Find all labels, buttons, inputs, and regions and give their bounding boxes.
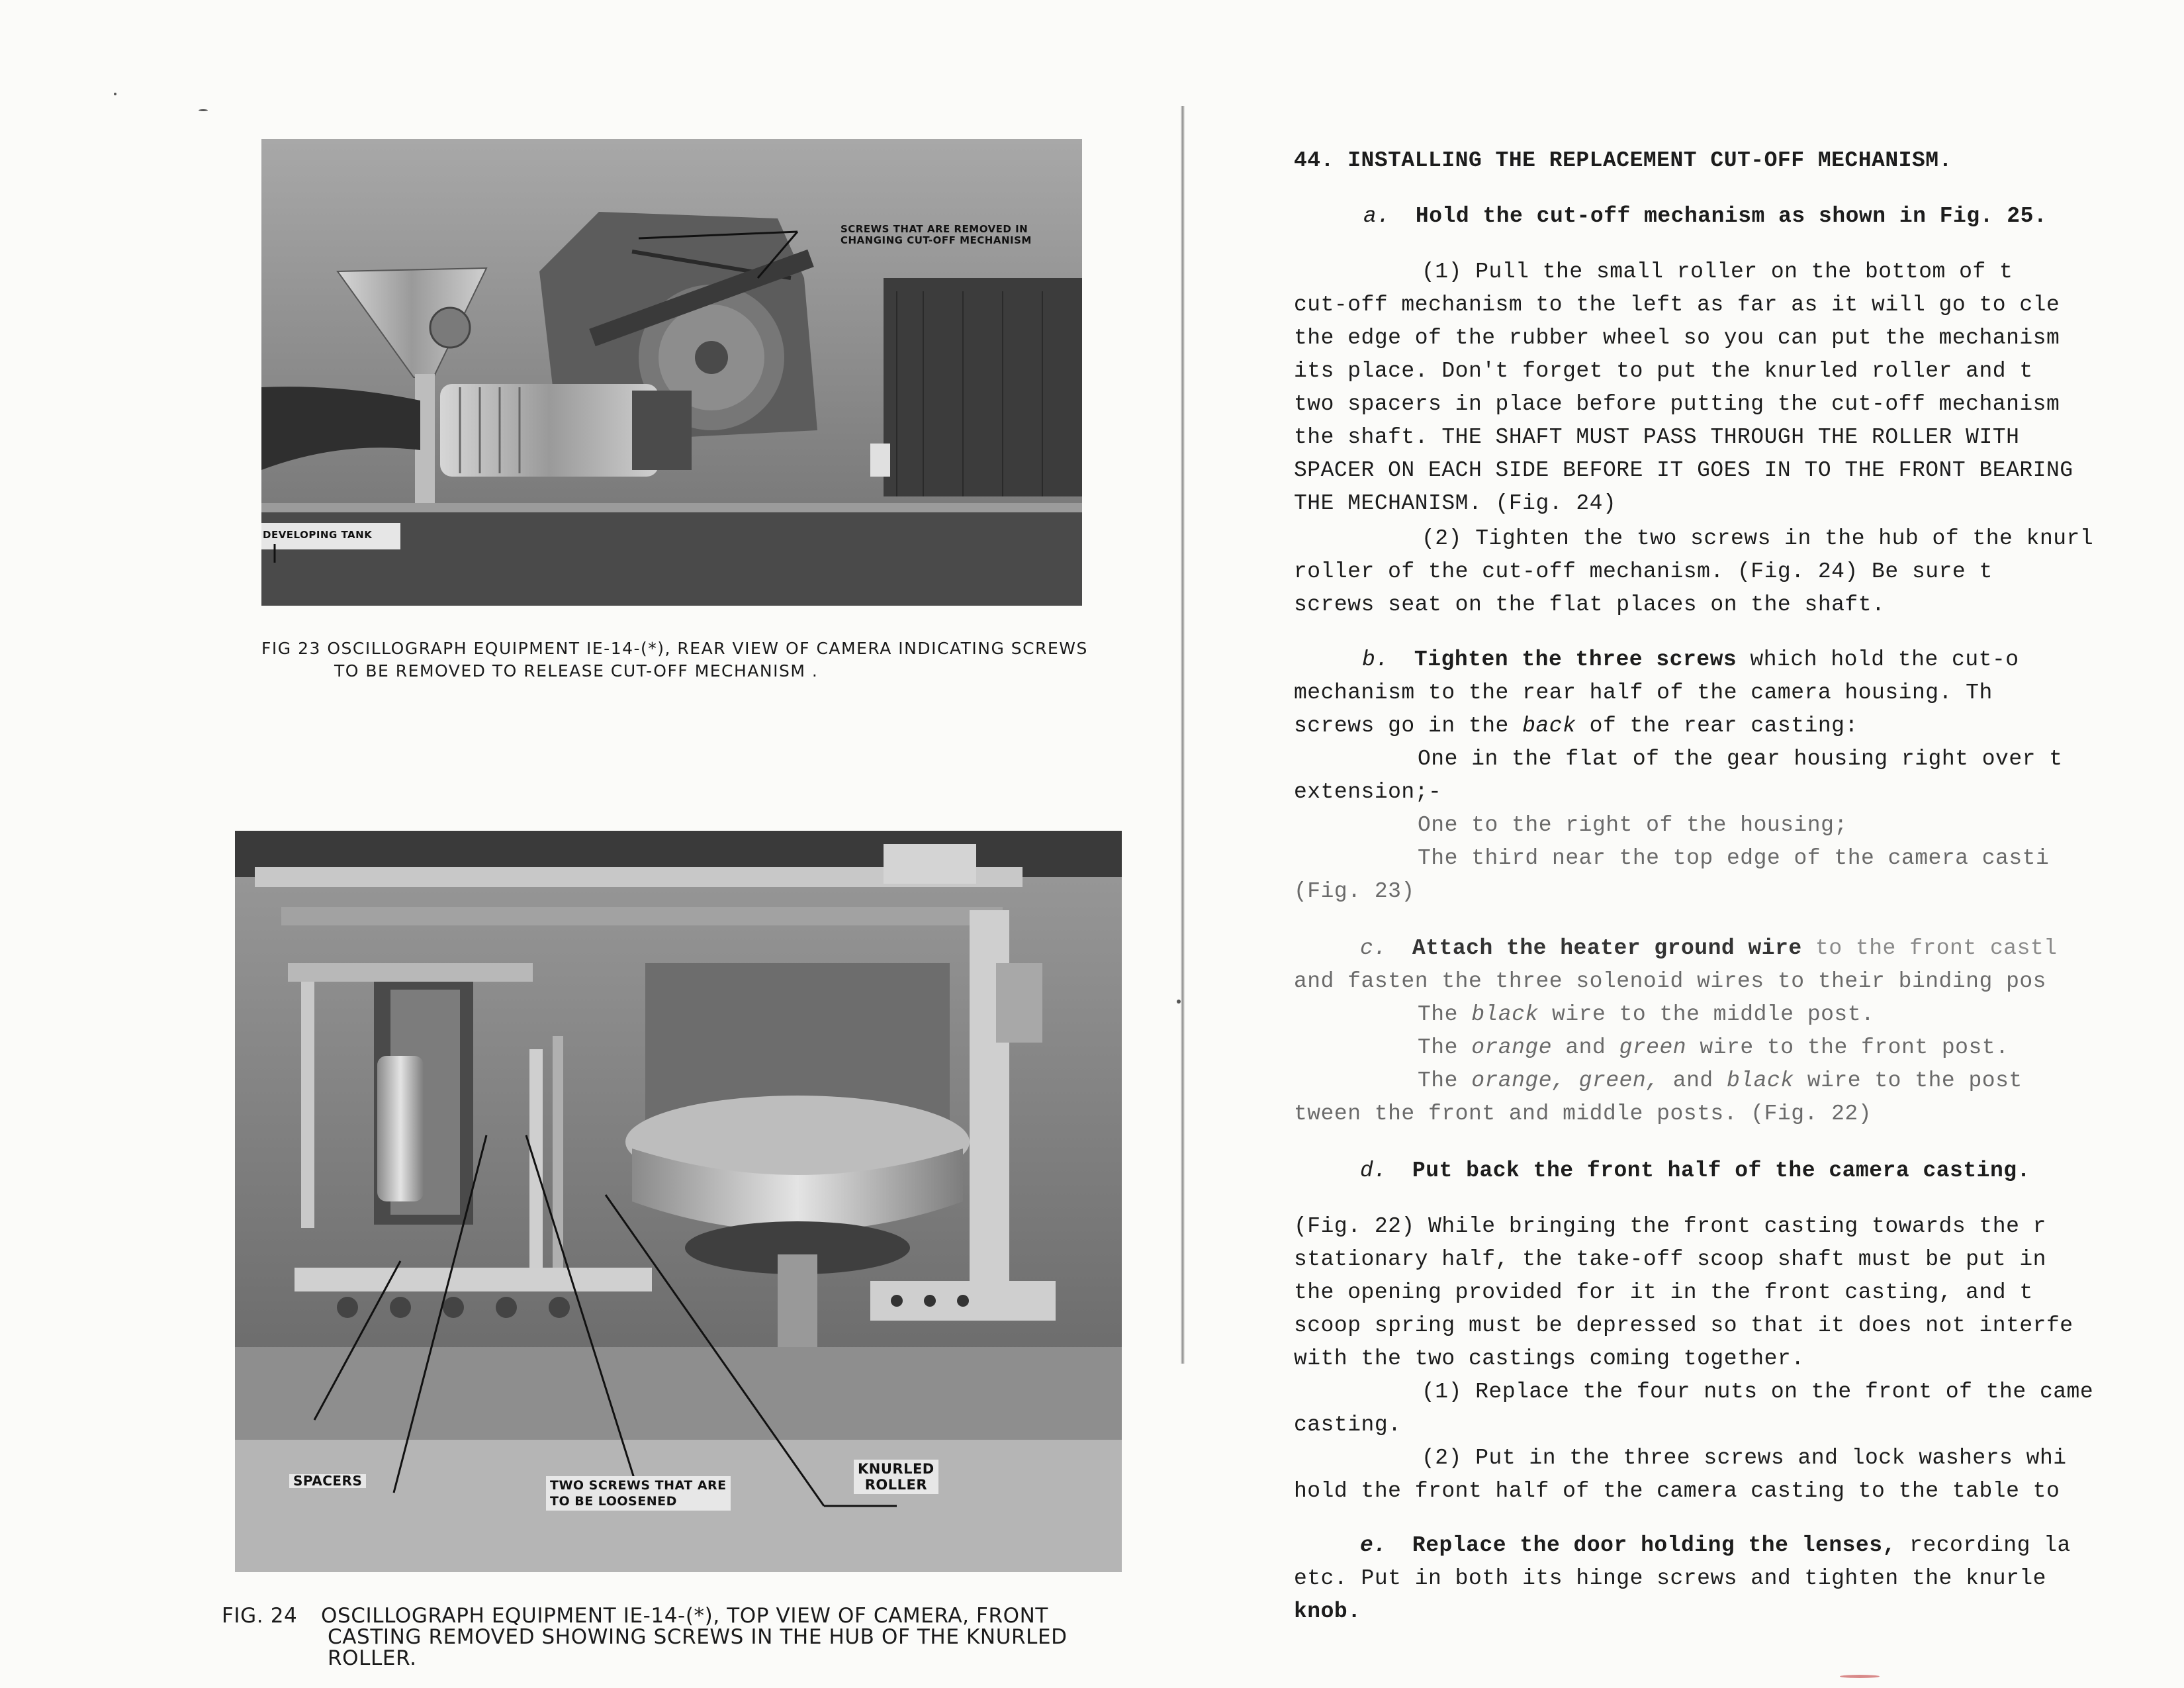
para-d-label: d. [1360,1158,1387,1183]
para-a1-line: the shaft. THE SHAFT MUST PASS THROUGH THE ROLLER WITH [1294,425,2020,449]
para-d-line: stationary half, the take-off scoop shaft must be put in [1294,1247,2046,1272]
figure-24-caption-line1-row [222,1605,1135,1626]
figure-24-caption-line3: ROLLER. [328,1646,417,1670]
wire-color: green [1619,1035,1687,1060]
para-b-list-item: The third near the top edge of the camera casti [1418,846,2050,870]
wire-text: wire to the front post. [1686,1035,2009,1060]
para-b-list-item: extension;- [1294,780,1442,804]
para-c [1360,936,2057,961]
figure-23-caption [261,637,1095,682]
figure-24-photo [235,831,1122,1572]
developing-tank-callout: DEVELOPING TANK [263,529,373,541]
para-a1-line: cut-off mechanism to the left as far as it will go to cle [1294,293,2060,317]
knurled-roller-callout-line2: ROLLER [864,1477,928,1493]
para-b-list-item: One in the flat of the gear housing right over t [1418,747,2063,771]
para-b-line2-start: screws go in the [1294,714,1523,738]
para-a1-line: THE MECHANISM. (Fig. 24) [1294,491,1617,516]
para-b [1362,647,2019,672]
figure-24-illustration [235,831,1122,1572]
scan-speck [1177,1000,1181,1004]
scan-speck [1840,1675,1880,1678]
para-d2-line: (2) Put in the three screws and lock washers whi [1422,1446,2067,1470]
para-e-title: Replace the door holding the lenses, [1412,1533,1896,1558]
para-b-list-item: (Fig. 23) [1294,879,1415,904]
wire-text: wire to the post [1794,1068,2023,1093]
spacers-callout: SPACERS [289,1474,366,1488]
wire-color: orange [1471,1035,1553,1060]
para-d2-line: hold the front half of the camera casting to the table to [1294,1479,2060,1503]
two-screws-callout-line1: TWO SCREWS THAT ARE [550,1478,727,1493]
para-d-line: with the two castings coming together. [1294,1346,1805,1371]
para-b-line2 [1294,714,1858,738]
para-a-label: a. [1363,204,1390,228]
para-a [1363,204,2047,228]
figure-23-photo [261,139,1082,606]
para-c-title: Attach the heater ground wire [1412,936,1802,961]
figure-24-caption-line2: CASTING REMOVED SHOWING SCREWS IN THE HUB OF THE KNURLED [328,1625,1068,1649]
para-d [1360,1158,2030,1183]
para-d1-line: (1) Replace the four nuts on the front of the came [1422,1380,2094,1404]
para-d-title: Put back the front half of the camera casting. [1412,1158,2030,1183]
figure-24-label: FIG. 24 [222,1604,298,1628]
para-b-title: Tighten the three screws [1414,647,1737,672]
para-a1-line: SPACER ON EACH SIDE BEFORE IT GOES IN TO THE FRONT BEARING [1294,458,2073,483]
two-screws-callout [546,1476,731,1511]
screws-callout: SCREWS THAT ARE REMOVED IN CHANGING CUT-OFF MECHANISM [841,223,1032,246]
wire-color: orange, green, [1471,1068,1660,1093]
knurled-roller-callout-line1: KNURLED [858,1461,934,1477]
para-e-line: etc. Put in both its hinge screws and tighten the knurle [1294,1566,2046,1591]
figure-24-caption [222,1605,1135,1669]
section-heading: 44. INSTALLING THE REPLACEMENT CUT-OFF MECHANISM. [1294,148,1952,173]
para-e-line: knob. [1294,1599,1361,1624]
two-screws-callout-line2: TO BE LOOSENED [550,1494,677,1509]
wire-text: The [1418,1035,1472,1060]
para-a1-line: two spacers in place before putting the cut-off mechanism [1294,392,2060,416]
para-b-back: back [1522,714,1576,738]
para-e [1360,1533,2071,1558]
figure-23-caption-line1: FIG 23 OSCILLOGRAPH EQUIPMENT IE-14-(*), REAR VIEW OF CAMERA INDICATING SCREWS [261,639,1088,658]
para-c-label: c. [1360,936,1387,961]
para-d-line: (Fig. 22) While bringing the front casting towards the r [1294,1214,2046,1239]
para-b-label: b. [1362,647,1389,672]
para-d1-line: casting. [1294,1413,1402,1437]
wire-text: The [1418,1068,1472,1093]
para-b-list-item: One to the right of the housing; [1418,813,1848,837]
wire-color: black [1727,1068,1794,1093]
para-a1-line: its place. Don't forget to put the knurled roller and t [1294,359,2033,383]
figure-24-caption-line1: OSCILLOGRAPH EQUIPMENT IE-14-(*), TOP VIEW OF CAMERA, FRONT [321,1604,1048,1628]
scan-speck [114,93,116,95]
para-c-wire-black [1418,1002,1874,1027]
knurled-roller-callout [854,1460,938,1494]
wire-text: and [1552,1035,1619,1060]
figure-23-illustration [261,139,1082,606]
para-b-rest: which hold the cut-o [1737,647,2019,672]
para-c-line: tween the front and middle posts. (Fig. 22) [1294,1102,1872,1126]
scan-speck [199,109,208,111]
para-a1-line: the edge of the rubber wheel so you can put the mechanism [1294,326,2060,350]
para-c-wire-between [1418,1068,2023,1093]
para-b-line: mechanism to the rear half of the camera housing. Th [1294,680,1993,705]
para-c-line: and fasten the three solenoid wires to their binding pos [1294,969,2046,994]
para-d-line: the opening provided for it in the front casting, and t [1294,1280,2033,1305]
para-e-rest: recording la [1895,1533,2071,1558]
wire-text: and [1659,1068,1727,1093]
para-a2-line: roller of the cut-off mechanism. (Fig. 24) Be sure t [1294,559,1993,584]
para-c-rest: to the front castl [1801,936,2058,961]
para-e-label: e. [1360,1533,1387,1558]
para-d-line: scoop spring must be depressed so that it does not interfe [1294,1313,2073,1338]
para-c-wire-front [1418,1035,2009,1060]
wire-text: The [1418,1002,1472,1027]
wire-text: wire to the middle post. [1538,1002,1875,1027]
para-a2-line: screws seat on the flat places on the shaft. [1294,592,1886,617]
para-a-title: Hold the cut-off mechanism as shown in Fig. 25. [1415,204,2048,228]
wire-color: black [1471,1002,1539,1027]
figure-23-caption-line2: TO BE REMOVED TO RELEASE CUT-OFF MECHANISM . [334,661,819,680]
para-b-line2-end: of the rear casting: [1576,714,1858,738]
para-a1-line: (1) Pull the small roller on the bottom of t [1422,259,2013,284]
para-a2-line: (2) Tighten the two screws in the hub of the knurl [1422,526,2094,551]
